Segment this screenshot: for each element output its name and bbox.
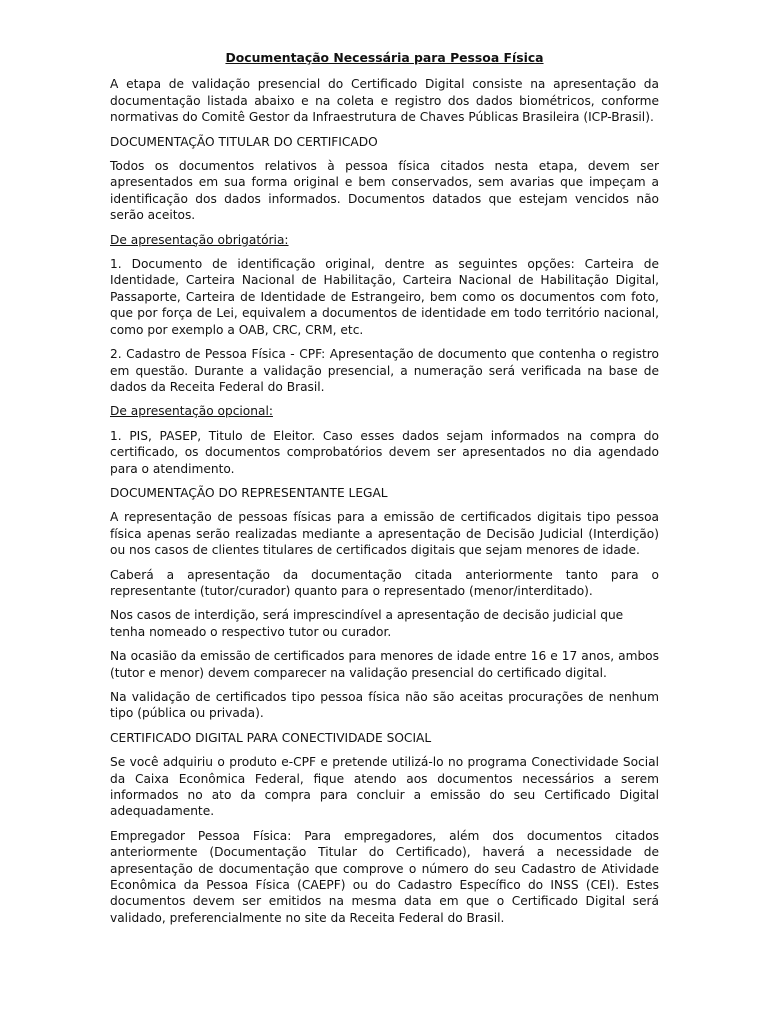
representante-paragraph-4: Na ocasião da emissão de certificados para menores de idade entre 16 e 17 anos, ambos (tutor e menor) devem comparecer na validação presencial do certificado digital. (110, 649, 659, 680)
conectividade-paragraph-2: Empregador Pessoa Física: Para empregadores, além dos documentos citados anteriormente (Documentação Titular do Certificado), haverá a necessidade de apresentação de documentação que comprove o número do seu Cadastro de Atividade Econômica da Pessoa Física (CAEPF) ou do Cadastro Específico do INSS (CEI). Estes documentos devem ser emitidos na mesma data em que o Certificado Digital será validado, preferencialmente no site da Receita Federal do Brasil. (110, 828, 659, 925)
obrigatoria-item-1: 1. Documento de identificação original, dentre as seguintes opções: Carteira de Identidade, Carteira Nacional de Habilitação, Carteira Nacional de Habilitação Digital, Passaporte, Carteira de Identidade de Estrangeiro, bem como os documentos com foto, que por força de Lei, equivalem a documentos de identidade em todo território nacional, como por exemplo a OAB, CRC, CRM, etc. (110, 257, 659, 337)
intro-paragraph: A etapa de validação presencial do Certificado Digital consiste na apresentação da documentação listada abaixo e na coleta e registro dos dados biométricos, conforme normativas do Comitê Gestor da Infraestrutura de Chaves Públicas Brasileira (ICP-Brasil). (110, 77, 659, 125)
representante-paragraph-1: A representação de pessoas físicas para a emissão de certificados digitais tipo pessoa física apenas serão realizadas mediante a apresentação de Decisão Judicial (Interdição) ou nos casos de clientes titulares de certificados digitais que sejam menores de idade. (110, 510, 659, 558)
opcional-heading: De apresentação opcional: (110, 404, 273, 419)
obrigatoria-heading: De apresentação obrigatória: (110, 232, 289, 247)
section-heading-representante: DOCUMENTAÇÃO DO REPRESENTANTE LEGAL (110, 485, 388, 500)
titular-paragraph: Todos os documentos relativos à pessoa física citados nesta etapa, devem ser apresentados em sua forma original e bem conservados, sem avarias que impeçam a identificação dos dados informados. Documentos datados que estejam vencidos não serão aceitos. (110, 159, 659, 223)
representante-paragraph-2: Caberá a apresentação da documentação citada anteriormente tanto para o representante (tutor/curador) quanto para o representado (menor/interditado). (110, 567, 659, 598)
section-heading-conectividade: CERTIFICADO DIGITAL PARA CONECTIVIDADE SOCIAL (110, 730, 432, 745)
section-heading-titular: DOCUMENTAÇÃO TITULAR DO CERTIFICADO (110, 134, 378, 149)
representante-paragraph-5: Na validação de certificados tipo pessoa física não são aceitas procurações de nenhum tipo (pública ou privada). (110, 690, 659, 721)
conectividade-paragraph-1: Se você adquiriu o produto e-CPF e pretende utilizá-lo no programa Conectividade Social da Caixa Econômica Federal, fique atendo aos documentos necessários a serem informados no ato da compra para concluir a emissão do seu Certificado Digital adequadamente. (110, 755, 659, 819)
representante-paragraph-3: Nos casos de interdição, será imprescindível a apresentação de decisão judicial que tenha nomeado o respectivo tutor ou curador. (110, 608, 624, 639)
obrigatoria-item-2: 2. Cadastro de Pessoa Física - CPF: Apresentação de documento que contenha o registro em questão. Durante a validação presencial, a numeração será verificada na base de dados da Receita Federal do Brasil. (110, 347, 659, 394)
document-title: Documentação Necessária para Pessoa Física (225, 50, 544, 65)
opcional-item-1: 1. PIS, PASEP, Titulo de Eleitor. Caso esses dados sejam informados na compra do certificado, os documentos comprobatórios devem ser apresentados no dia agendado para o atendimento. (110, 428, 659, 476)
